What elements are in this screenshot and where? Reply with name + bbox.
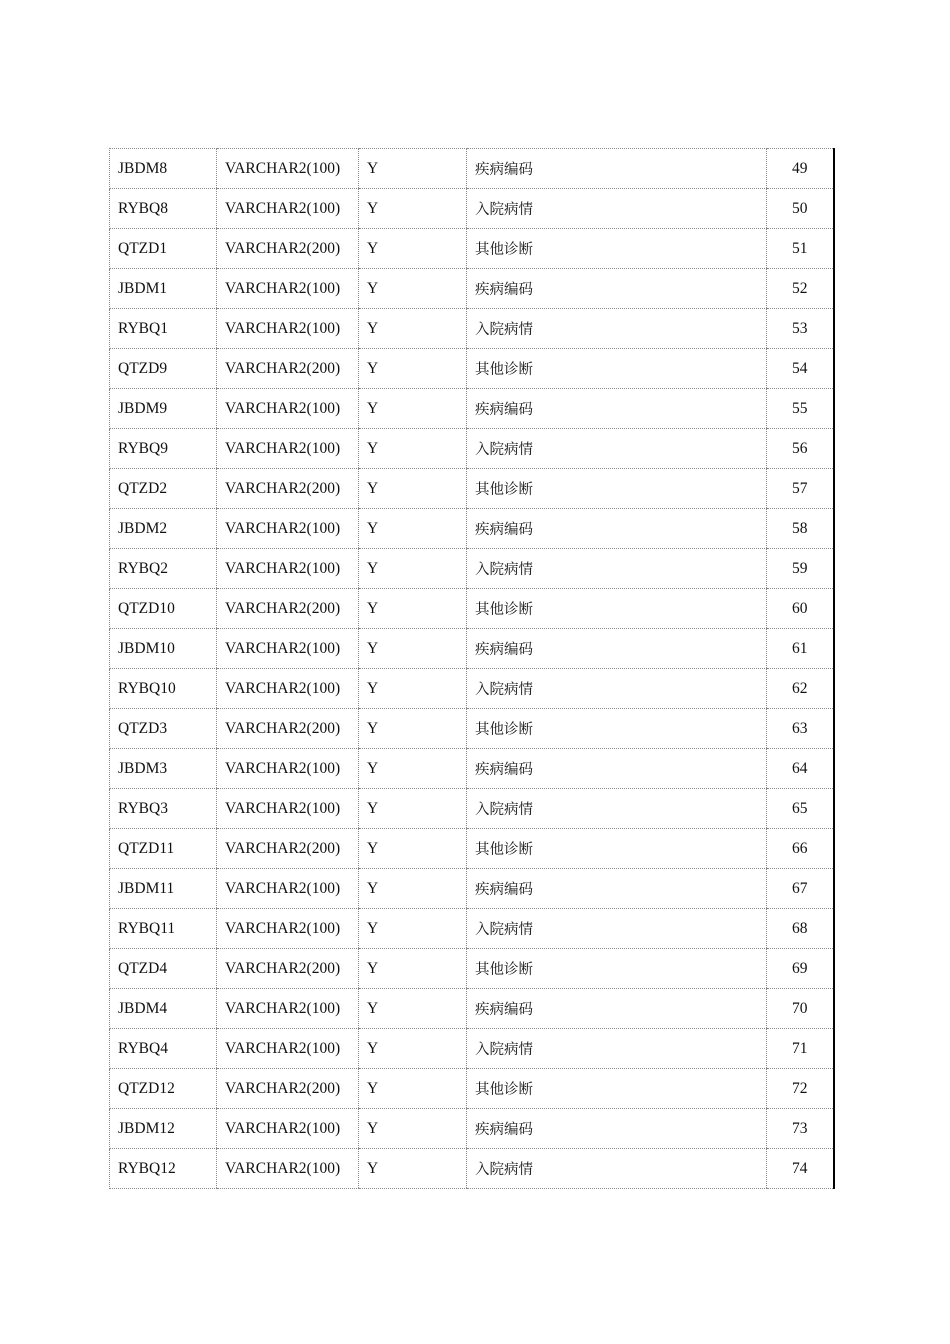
table-row [110,149,834,189]
field-description-cell: 其他诊断 [467,469,767,509]
field-nullable-cell: Y [359,549,467,589]
field-description-cell: 其他诊断 [467,949,767,989]
table-row [110,349,834,389]
field-description-cell: 入院病情 [467,429,767,469]
field-nullable-cell: Y [359,789,467,829]
field-name-cell: QTZD1 [110,229,217,269]
field-type-cell: VARCHAR2(100) [217,1149,359,1189]
field-nullable-cell: Y [359,749,467,789]
table-row [110,229,834,269]
field-description-cell: 入院病情 [467,789,767,829]
field-nullable-cell: Y [359,709,467,749]
field-nullable-cell: Y [359,349,467,389]
table-row [110,829,834,869]
field-name-cell: RYBQ11 [110,909,217,949]
field-description-cell: 疾病编码 [467,869,767,909]
field-index-cell: 56 [767,429,834,469]
field-type-cell: VARCHAR2(200) [217,469,359,509]
table-row [110,869,834,909]
field-description-cell: 疾病编码 [467,389,767,429]
field-type-cell: VARCHAR2(100) [217,1029,359,1069]
field-type-cell: VARCHAR2(200) [217,589,359,629]
field-index-cell: 58 [767,509,834,549]
field-type-cell: VARCHAR2(100) [217,869,359,909]
field-index-cell: 60 [767,589,834,629]
table-row [110,1109,834,1149]
field-index-cell: 50 [767,189,834,229]
field-index-cell: 70 [767,989,834,1029]
field-name-cell: QTZD9 [110,349,217,389]
field-index-cell: 59 [767,549,834,589]
field-type-cell: VARCHAR2(200) [217,1069,359,1109]
field-nullable-cell: Y [359,829,467,869]
field-index-cell: 69 [767,949,834,989]
field-nullable-cell: Y [359,669,467,709]
table-row [110,549,834,589]
field-nullable-cell: Y [359,989,467,1029]
field-name-cell: JBDM1 [110,269,217,309]
field-name-cell: JBDM4 [110,989,217,1029]
field-description-cell: 入院病情 [467,909,767,949]
table-row [110,1069,834,1109]
field-index-cell: 57 [767,469,834,509]
field-type-cell: VARCHAR2(200) [217,229,359,269]
field-description-cell: 其他诊断 [467,229,767,269]
table-row [110,989,834,1029]
table-row [110,509,834,549]
table-row [110,909,834,949]
field-name-cell: QTZD11 [110,829,217,869]
field-type-cell: VARCHAR2(100) [217,789,359,829]
field-nullable-cell: Y [359,1029,467,1069]
field-name-cell: QTZD2 [110,469,217,509]
field-nullable-cell: Y [359,389,467,429]
field-name-cell: JBDM10 [110,629,217,669]
field-nullable-cell: Y [359,869,467,909]
field-index-cell: 63 [767,709,834,749]
table-row [110,269,834,309]
field-type-cell: VARCHAR2(200) [217,949,359,989]
table-row [110,949,834,989]
field-nullable-cell: Y [359,1109,467,1149]
table-row [110,629,834,669]
field-nullable-cell: Y [359,429,467,469]
field-name-cell: RYBQ10 [110,669,217,709]
field-nullable-cell: Y [359,149,467,189]
table-row [110,749,834,789]
field-name-cell: QTZD12 [110,1069,217,1109]
field-name-cell: QTZD4 [110,949,217,989]
field-name-cell: RYBQ3 [110,789,217,829]
field-index-cell: 55 [767,389,834,429]
table-body [110,149,834,1189]
field-index-cell: 71 [767,1029,834,1069]
field-index-cell: 62 [767,669,834,709]
field-definition-table [109,148,835,1189]
field-type-cell: VARCHAR2(100) [217,429,359,469]
field-description-cell: 入院病情 [467,309,767,349]
field-nullable-cell: Y [359,509,467,549]
field-nullable-cell: Y [359,1149,467,1189]
field-index-cell: 67 [767,869,834,909]
field-index-cell: 61 [767,629,834,669]
field-type-cell: VARCHAR2(200) [217,829,359,869]
field-description-cell: 入院病情 [467,1149,767,1189]
table-row [110,389,834,429]
field-description-cell: 其他诊断 [467,589,767,629]
field-type-cell: VARCHAR2(100) [217,629,359,669]
table-row [110,189,834,229]
field-type-cell: VARCHAR2(100) [217,509,359,549]
field-description-cell: 入院病情 [467,549,767,589]
field-description-cell: 疾病编码 [467,1109,767,1149]
field-type-cell: VARCHAR2(100) [217,149,359,189]
field-description-cell: 其他诊断 [467,709,767,749]
field-type-cell: VARCHAR2(100) [217,669,359,709]
field-type-cell: VARCHAR2(100) [217,549,359,589]
field-name-cell: RYBQ12 [110,1149,217,1189]
field-nullable-cell: Y [359,1069,467,1109]
field-type-cell: VARCHAR2(200) [217,709,359,749]
field-description-cell: 疾病编码 [467,629,767,669]
field-name-cell: RYBQ2 [110,549,217,589]
field-type-cell: VARCHAR2(100) [217,189,359,229]
table-row [110,1149,834,1189]
field-type-cell: VARCHAR2(200) [217,349,359,389]
field-description-cell: 疾病编码 [467,269,767,309]
field-description-cell: 入院病情 [467,669,767,709]
field-index-cell: 72 [767,1069,834,1109]
table-row [110,469,834,509]
field-name-cell: QTZD10 [110,589,217,629]
table-row [110,669,834,709]
field-index-cell: 64 [767,749,834,789]
field-name-cell: JBDM8 [110,149,217,189]
field-description-cell: 疾病编码 [467,989,767,1029]
table-row [110,709,834,749]
field-type-cell: VARCHAR2(100) [217,749,359,789]
table-row [110,429,834,469]
field-description-cell: 疾病编码 [467,749,767,789]
field-index-cell: 51 [767,229,834,269]
field-description-cell: 入院病情 [467,189,767,229]
field-index-cell: 65 [767,789,834,829]
field-index-cell: 66 [767,829,834,869]
field-type-cell: VARCHAR2(100) [217,309,359,349]
field-name-cell: RYBQ4 [110,1029,217,1069]
field-type-cell: VARCHAR2(100) [217,989,359,1029]
field-description-cell: 疾病编码 [467,149,767,189]
field-description-cell: 疾病编码 [467,509,767,549]
field-name-cell: JBDM9 [110,389,217,429]
field-type-cell: VARCHAR2(100) [217,909,359,949]
field-nullable-cell: Y [359,189,467,229]
field-description-cell: 其他诊断 [467,1069,767,1109]
table-row [110,589,834,629]
table-row [110,789,834,829]
field-type-cell: VARCHAR2(100) [217,269,359,309]
field-description-cell: 其他诊断 [467,829,767,869]
field-index-cell: 73 [767,1109,834,1149]
table-row [110,309,834,349]
field-name-cell: RYBQ1 [110,309,217,349]
field-name-cell: JBDM2 [110,509,217,549]
field-name-cell: QTZD3 [110,709,217,749]
field-description-cell: 入院病情 [467,1029,767,1069]
field-nullable-cell: Y [359,909,467,949]
field-nullable-cell: Y [359,269,467,309]
field-index-cell: 49 [767,149,834,189]
field-nullable-cell: Y [359,589,467,629]
field-type-cell: VARCHAR2(100) [217,1109,359,1149]
field-index-cell: 68 [767,909,834,949]
field-index-cell: 54 [767,349,834,389]
field-index-cell: 74 [767,1149,834,1189]
field-nullable-cell: Y [359,629,467,669]
field-name-cell: RYBQ9 [110,429,217,469]
field-index-cell: 53 [767,309,834,349]
field-nullable-cell: Y [359,309,467,349]
field-nullable-cell: Y [359,469,467,509]
field-name-cell: JBDM11 [110,869,217,909]
field-name-cell: JBDM3 [110,749,217,789]
field-name-cell: JBDM12 [110,1109,217,1149]
field-index-cell: 52 [767,269,834,309]
field-nullable-cell: Y [359,949,467,989]
field-name-cell: RYBQ8 [110,189,217,229]
field-type-cell: VARCHAR2(100) [217,389,359,429]
table-row [110,1029,834,1069]
field-description-cell: 其他诊断 [467,349,767,389]
field-nullable-cell: Y [359,229,467,269]
